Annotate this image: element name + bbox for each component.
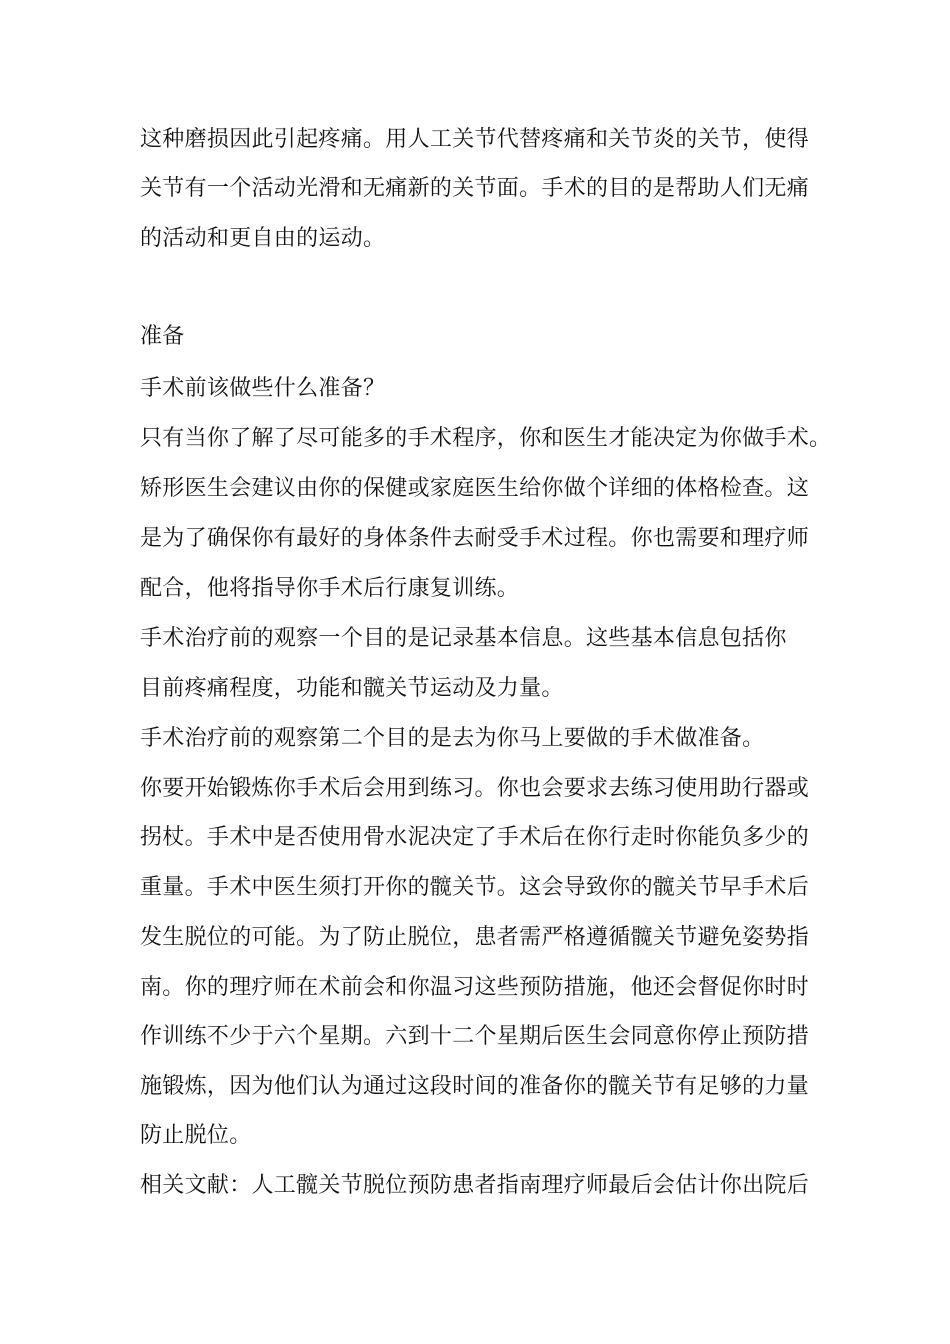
text-line: 矫形医生会建议由你的保健或家庭医生给你做个详细的体格检查。这 <box>140 476 810 501</box>
text-line: 手术治疗前的观察第二个目的是去为你马上要做的手术做准备。 <box>140 726 765 751</box>
text-line: 这种磨损因此引起疼痛。用人工关节代替疼痛和关节炎的关节，使得 <box>140 127 810 152</box>
text-line: 拐杖。手术中是否使用骨水泥决定了手术后在你行走时你能负多少的 <box>140 825 810 850</box>
text-line: 关节有一个活动光滑和无痛新的关节面。手术的目的是帮助人们无痛 <box>140 176 810 201</box>
text-line: 发生脱位的可能。为了防止脱位，患者需严格遵循髋关节避免姿势指 <box>140 925 810 950</box>
text-line: 重量。手术中医生须打开你的髋关节。这会导致你的髋关节早手术后 <box>140 875 810 900</box>
text-line: 是为了确保你有最好的身体条件去耐受手术过程。你也需要和理疗师 <box>140 526 810 551</box>
text-line: 只有当你了解了尽可能多的手术程序，你和医生才能决定为你做手术。 <box>140 426 832 451</box>
text-line: 防止脱位。 <box>140 1123 252 1148</box>
text-line: 手术前该做些什么准备？ <box>140 376 386 401</box>
text-line: 你要开始锻炼你手术后会用到练习。你也会要求去练习使用助行器或 <box>140 776 810 801</box>
text-line: 手术治疗前的观察一个目的是记录基本信息。这些基本信息包括你 <box>140 626 787 651</box>
text-line: 相关文献：人工髋关节脱位预防患者指南理疗师最后会估计你出院后 <box>140 1173 810 1198</box>
text-line: 配合，他将指导你手术后行康复训练。 <box>140 576 520 601</box>
text-line: 南。你的理疗师在术前会和你温习这些预防措施，他还会督促你时时 <box>140 975 810 1000</box>
text-line: 目前疼痛程度，功能和髋关节运动及力量。 <box>140 676 564 701</box>
text-line: 的活动和更自由的运动。 <box>140 226 386 251</box>
section-heading: 准备 <box>140 324 185 349</box>
text-line: 施锻炼，因为他们认为通过这段时间的准备你的髋关节有足够的力量 <box>140 1074 810 1099</box>
text-line: 作训练不少于六个星期。六到十二个星期后医生会同意你停止预防措 <box>140 1024 810 1049</box>
